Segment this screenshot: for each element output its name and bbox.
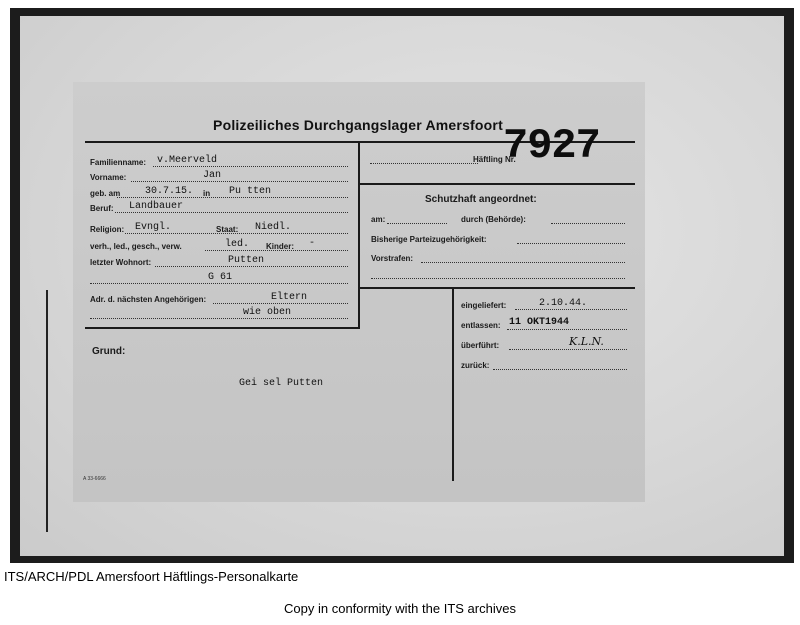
familienname-line xyxy=(153,166,348,167)
wohnort-value: Putten xyxy=(228,255,265,266)
vorname-label: Vorname: xyxy=(90,173,127,182)
vorname-value: Jan xyxy=(203,170,222,181)
partei-label: Bisherige Parteizugehörigkeit: xyxy=(371,235,487,244)
beruf-value: Landbauer xyxy=(129,201,184,212)
durch-line xyxy=(551,223,625,224)
am-line xyxy=(387,223,447,224)
right-top-bottom-border xyxy=(358,287,635,289)
vorstrafen-line xyxy=(421,262,625,263)
entlassen-stamp: 11 OKT1944 xyxy=(509,317,570,328)
durch-label: durch (Behörde): xyxy=(461,215,526,224)
geb-label: geb. am xyxy=(90,189,121,198)
grund-value: Gei sel Putten xyxy=(239,378,324,389)
ueberfuehrt-line xyxy=(509,349,627,350)
angeh-label: Adr. d. nächsten Angehörigen: xyxy=(90,295,207,304)
left-box-right-border xyxy=(358,143,360,329)
eingeliefert-value: 2.10.44. xyxy=(539,298,588,309)
vorname-line xyxy=(131,181,348,182)
vorstrafen-line-2 xyxy=(371,278,625,279)
wohnort-label: letzter Wohnort: xyxy=(90,258,152,267)
archive-reference-caption: ITS/ARCH/PDL Amersfoort Häftlings-Personalkarte xyxy=(4,569,299,584)
angeh-value-2: wie oben xyxy=(243,307,292,318)
angeh-line-1 xyxy=(213,303,348,304)
beruf-label: Beruf: xyxy=(90,204,114,213)
kinder-value: - xyxy=(309,238,316,249)
eingeliefert-label: eingeliefert: xyxy=(461,301,507,310)
entlassen-label: entlassen: xyxy=(461,321,501,330)
right-top-header-rule xyxy=(358,183,635,185)
zurueck-line xyxy=(493,369,627,370)
staat-value: Niedl. xyxy=(255,222,292,233)
partei-line xyxy=(517,243,625,244)
grund-label: Grund: xyxy=(92,346,126,357)
verh-label: verh., led., gesch., verw. xyxy=(90,242,182,251)
angeh-line-2 xyxy=(90,318,348,319)
beruf-line xyxy=(115,212,348,213)
verh-line xyxy=(205,250,348,251)
familienname-value: v.Meerveld xyxy=(157,155,218,166)
prisoner-card xyxy=(73,82,645,502)
ueberfuehrt-label: überführt: xyxy=(461,341,500,350)
religion-label: Religion: xyxy=(90,225,125,234)
wohnort-line xyxy=(155,266,348,267)
wohnort-value-2: G 61 xyxy=(208,272,233,283)
am-label: am: xyxy=(371,215,386,224)
religion-value: Evngl. xyxy=(135,222,172,233)
geb-place-value: Pu tten xyxy=(229,186,272,197)
geb-line xyxy=(117,197,348,198)
prisoner-field-line xyxy=(370,163,478,164)
prisoner-label: Häftling Nr. xyxy=(473,155,516,164)
card-title: Polizeiliches Durchgangslager Amersfoort xyxy=(213,117,503,133)
angeh-value-1: Eltern xyxy=(271,292,308,303)
zurueck-label: zurück: xyxy=(461,361,490,370)
familienname-label: Familienname: xyxy=(90,158,147,167)
kinder-label: Kinder: xyxy=(266,242,294,251)
religion-line xyxy=(125,233,348,234)
vorstrafen-label: Vorstrafen: xyxy=(371,254,414,263)
geb-date-value: 30.7.15. xyxy=(145,186,194,197)
wohnort-line-2 xyxy=(90,283,348,284)
staat-label: Staat: xyxy=(216,225,239,234)
entlassen-line xyxy=(507,329,627,330)
ueberfuehrt-value: K.L.N. xyxy=(569,335,604,348)
conformity-caption: Copy in conformity with the ITS archives xyxy=(284,601,516,616)
left-box-bottom-border xyxy=(85,327,360,329)
print-code: A 33-6666 xyxy=(83,476,106,482)
verh-value: led. xyxy=(225,239,250,250)
geb-in-label: in xyxy=(203,189,211,198)
prisoner-number: 7927 xyxy=(503,122,600,170)
scan-edge-line xyxy=(46,290,48,532)
eingeliefert-line xyxy=(515,309,627,310)
lower-vertical-divider xyxy=(452,287,454,481)
schutzhaft-label: Schutzhaft angeordnet: xyxy=(425,194,537,205)
